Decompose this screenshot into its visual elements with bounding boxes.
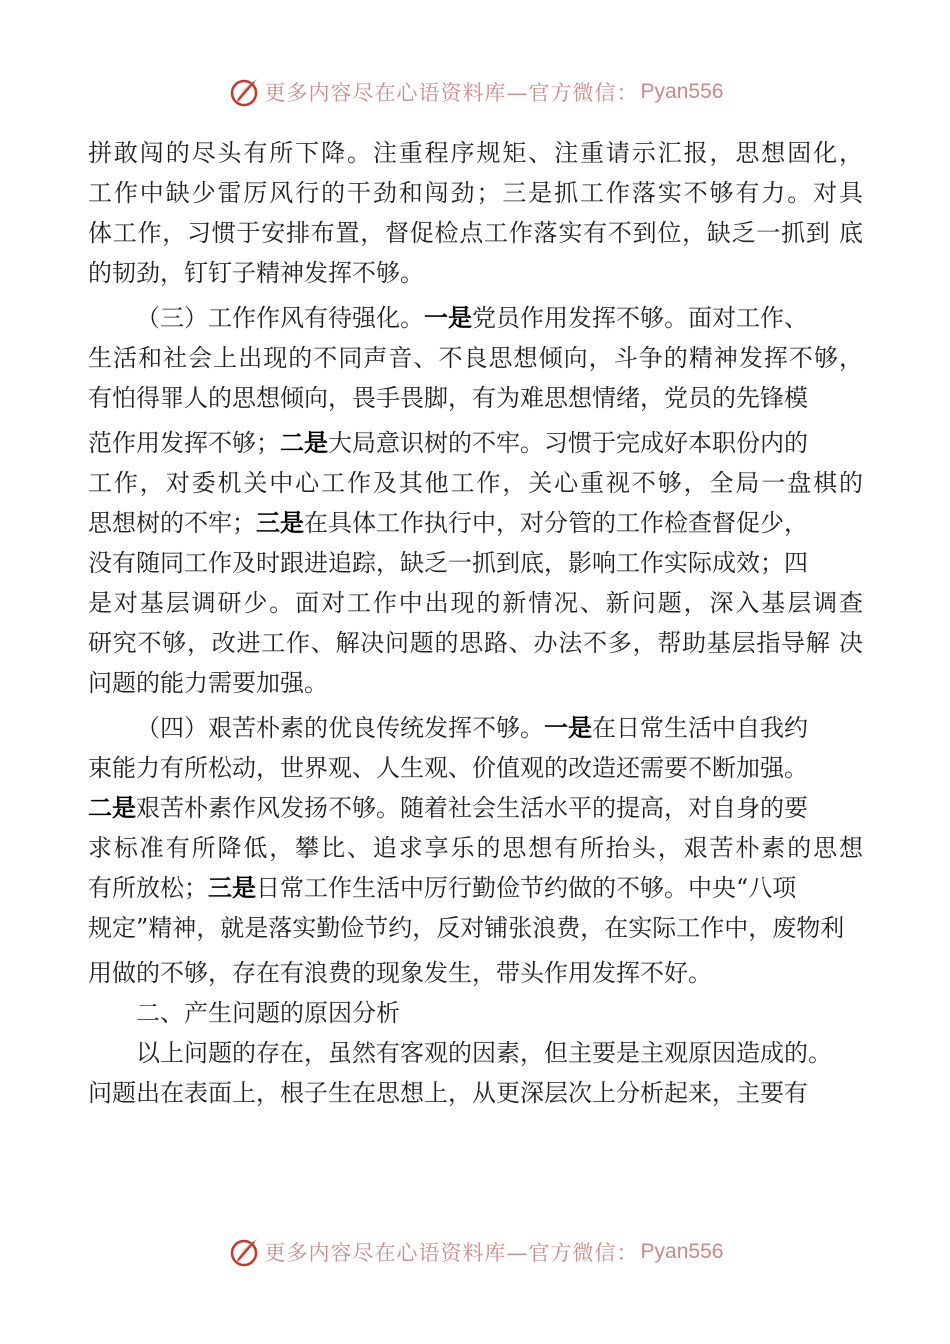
text-line: 求标准有所降低，攀比、追求享乐的思想有所抬头，艰苦朴素的思想 — [88, 834, 863, 862]
text-segment: 在日常生活中自我约 — [592, 714, 808, 742]
text-line: 问题的能力需要加强。 — [88, 669, 328, 697]
text-line — [88, 503, 863, 543]
text-line — [88, 423, 863, 463]
text-line: 生活和社会上出现的不同声音、不良思想倾向，斗争的精神发挥不够， — [88, 344, 863, 372]
watermark-wechat-id: Pyan556 — [640, 1240, 724, 1263]
watermark-text: 更多内容尽在心语资料库—官方微信： — [264, 81, 639, 105]
text-line: 有怕得罪人的思想倾向，畏手畏脚，有为难思想情绪，党员的先锋模 — [88, 384, 808, 412]
point-two-label: 二是 — [280, 429, 328, 457]
text-line: 工作中缺少雷厉风行的干劲和闯劲；三是抓工作落实不够有力。对具 — [88, 179, 863, 207]
point-three-label: 三是 — [208, 874, 256, 902]
section-3-heading: （三）工作作风有待强化。 — [136, 304, 424, 332]
text-line — [88, 788, 863, 828]
text-line: 用做的不够，存在有浪费的现象发生，带头作用发挥不好。 — [88, 959, 712, 987]
text-line: 束能力有所松动，世界观、人生观、价值观的改造还需要不断加强。 — [88, 754, 808, 782]
body-text — [88, 133, 863, 1113]
text-line: 以上问题的存在，虽然有客观的因素，但主要是主观原因造成的。 — [136, 1039, 832, 1067]
section-two-heading: 二、产生问题的原因分析 — [136, 999, 400, 1027]
text-line — [88, 868, 863, 908]
point-two-label: 二是 — [88, 794, 136, 822]
section-4-heading-line — [88, 708, 863, 748]
text-line: 体工作，习惯于安排布置，督促检点工作落实有不到位，缺乏一抓到 底 — [88, 219, 863, 247]
footer-watermark — [0, 1232, 950, 1272]
text-line: 研究不够，改进工作、解决问题的思路、办法不多，帮助基层指导解 决 — [88, 629, 863, 657]
text-line: 规定”精神，就是落实勤俭节约，反对铺张浪费，在实际工作中，废物利 — [88, 914, 845, 942]
text-line: 的韧劲，钉钉子精神发挥不够。 — [88, 259, 424, 287]
text-segment: 日常工作生活中厉行勤俭节约做的不够。中央“八项 — [256, 874, 797, 902]
section-3-heading-line — [88, 298, 863, 338]
section-4-heading: （四）艰苦朴素的优良传统发挥不够。 — [136, 714, 544, 742]
text-segment: 有所放松； — [88, 874, 208, 902]
text-line: 工作，对委机关中心工作及其他工作，关心重视不够，全局一盘棋的 — [88, 469, 863, 497]
text-line: 问题出在表面上，根子生在思想上，从更深层次上分析起来，主要有 — [88, 1079, 808, 1107]
text-line: 拼敢闯的尽头有所下降。注重程序规矩、注重请示汇报，思想固化， — [88, 139, 863, 167]
text-segment: 党员作用发挥不够。面对工作、 — [472, 304, 808, 332]
point-three-label: 三是 — [256, 509, 304, 537]
text-segment: 思想树的不牢； — [88, 509, 256, 537]
text-segment: 大局意识树的不牢。习惯于完成好本职份内的 — [328, 429, 808, 457]
watermark-wechat-id: Pyan556 — [640, 80, 724, 103]
watermark-text: 更多内容尽在心语资料库—官方微信： — [264, 1241, 639, 1265]
text-line: 是对基层调研少。面对工作中出现的新情况、新问题，深入基层调查 — [88, 589, 863, 617]
feather-logo-icon — [227, 1235, 261, 1269]
point-one-label: 一是 — [424, 304, 472, 332]
text-line: 没有随同工作及时跟进追踪，缺乏一抓到底，影响工作实际成效；四 — [88, 549, 808, 577]
header-watermark — [0, 72, 950, 112]
text-segment: 范作用发挥不够； — [88, 429, 280, 457]
text-segment: 在具体工作执行中，对分管的工作检查督促少， — [304, 509, 808, 537]
point-one-label: 一是 — [544, 714, 592, 742]
feather-logo-icon — [227, 75, 261, 109]
text-segment: 艰苦朴素作风发扬不够。随着社会生活水平的提高，对自身的要 — [136, 794, 808, 822]
